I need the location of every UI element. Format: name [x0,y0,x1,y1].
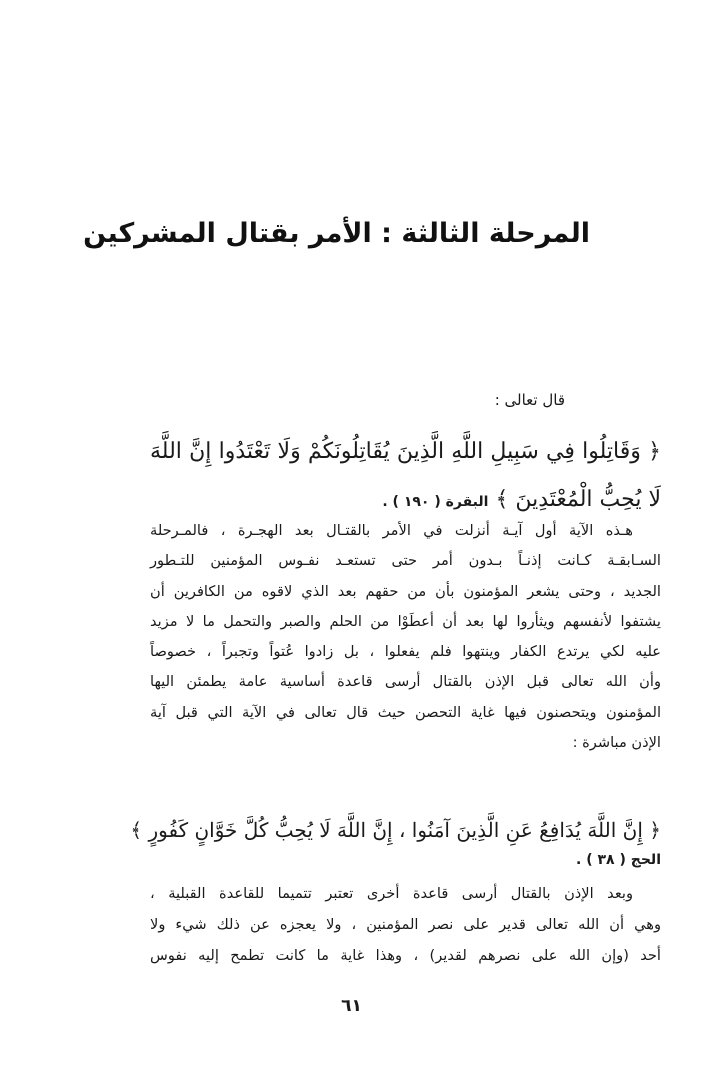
paragraph-line: عليه لكي يرتدع الكفار وينتهوا فلم يفعلوا ، بل زادوا عُتواً وتجبراً ، خصوصاً [150,643,661,661]
paragraph-line: وبعد الإذن بالقتال أرسى قاعدة أخرى تعتبر تتميما للقاعدة القبلية ، [150,885,633,902]
paragraph-line: الإذن مباشرة : [572,734,661,752]
paragraph-line: الجديد ، وحتى يشعر المؤمنون بأن من حقهم بعد الذي لاقوه من الكافرين أن [150,582,661,600]
chapter-heading: المرحلة الثالثة : الأمر بقتال المشركين [83,218,590,249]
paragraph-line: هـذه الآية أول آيـة أنزلت في الأمر بالقتـال بعد الهجـرة ، فالمـرحلة [150,522,633,539]
verse-text: ﴿ وَقَاتِلُوا فِي سَبِيلِ اللَّهِ الَّذِينَ يُقَاتِلُونَكُمْ وَلَا تَعْتَدُوا إِنَّ اللَّهَ لَا يُحِبُّ الْمُعْتَدِينَ ﴾ [150,439,661,512]
page-number: ٦١ [341,996,362,1016]
intro-text: قال تعالى : [494,391,565,409]
verse-reference: الحج ( ٣٨ ) . [576,852,661,868]
commentary-paragraph [150,516,661,758]
paragraph-line: يشتفوا لأنفسهم ويثأروا لها بعد أن أعطَوْا من الحلم والصبر والتحمل ما لا مزيد [150,612,661,630]
quran-verse-baqarah [150,428,661,526]
verse-reference: البقرة ( ١٩٠ ) . [382,494,489,510]
paragraph-line: المؤمنون ويتحصنون فيها غاية التحصن حيث قال تعالى في الآية التي قبل آية [150,703,661,721]
paragraph-line: السـابقـة كـانت إذنـاً بـدون أمر حتى تستعـد نفـوس المؤمنين للتـطور [150,552,661,570]
commentary-paragraph [150,878,661,971]
paragraph-line: أحد (وإن الله على نصرهم لقدير) ، وهذا غاية ما كانت تطمح إليه نفوس [150,947,661,964]
paragraph-line: وهي أن الله تعالى قدير على نصر المؤمنين ، ولا يعجزه عن ذلك شيء ولا [150,916,661,933]
quran-verse-hajj: ﴿ إِنَّ اللَّهَ يُدَافِعُ عَنِ الَّذِينَ آمَنُوا ، إِنَّ اللَّهَ لَا يُحِبُّ كُلَّ خَوَّانٍ كَفُورٍ ﴾ [130,818,661,842]
paragraph-line: وأن الله تعالى قبل الإذن بالقتال أرسى قاعدة أساسية عامة يطمئن اليها [150,673,661,691]
